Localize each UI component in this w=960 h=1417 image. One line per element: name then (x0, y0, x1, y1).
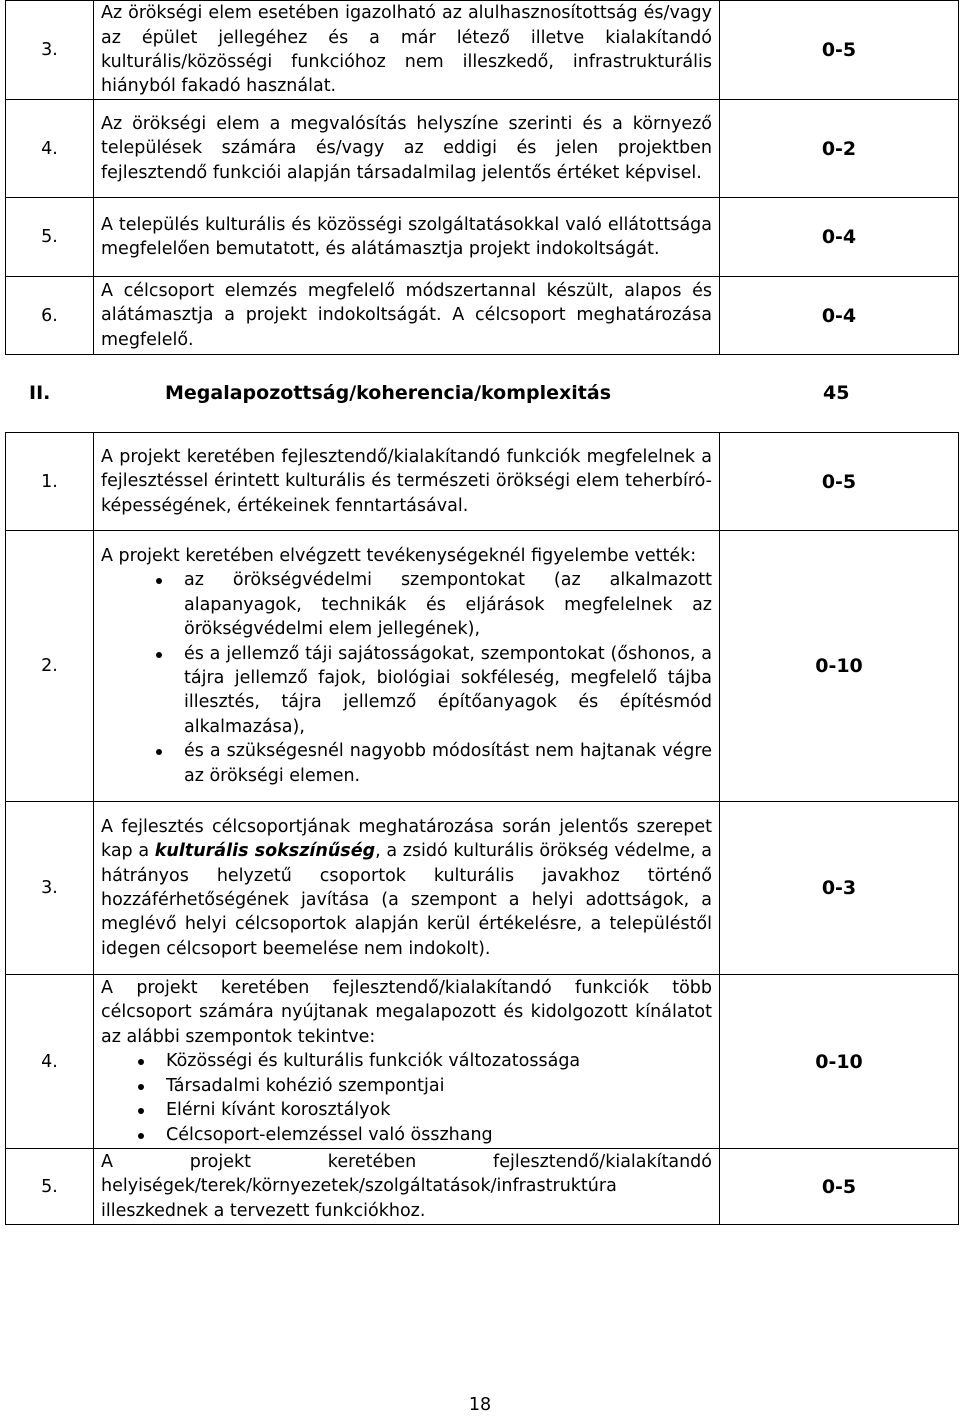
criterion-text: A célcsoport elemzés megfelelő módszertannal készült, alapos és alátámasztja a projekt indokoltságát. A célcsoport meghatározása megfelelő. (101, 280, 712, 350)
row-number: 2. (6, 531, 94, 802)
score-range: 0-10 (720, 975, 959, 1149)
criterion-intro: A projekt keretében elvégzett tevékenységeknél figyelembe vették: (101, 545, 697, 566)
list-item: Közösségi és kulturális funkciók változatossága (101, 1049, 712, 1073)
list-item: Társadalmi kohézió szempontjai (101, 1074, 712, 1098)
criterion-text: Az örökségi elem a megvalósítás helyszíne szerinti és a környező települések számára és/vagy az eddigi és jelen projektben fejlesztendő funkciói alapján társadalmilag jelentős értéket képvisel. (101, 113, 712, 183)
list-item: és a szükségesnél nagyobb módosítást nem hajtanak végre az örökségi elemen. (101, 739, 712, 788)
criterion-text: A település kulturális és közösségi szolgáltatásokkal való ellátottsága megfelelően bemutatott, és alátámasztja projekt indokoltságát. (101, 214, 712, 259)
row-number: 5. (6, 1149, 94, 1225)
criterion-intro: A projekt keretében fejlesztendő/kialakítandó funkciók több célcsoport számára nyújtanak megalapozott és kidolgozott kínálatot az alábbi szempontok tekintve: (101, 978, 712, 1047)
criteria-table-part1 (5, 0, 959, 355)
table-row (6, 1149, 959, 1225)
criterion-text: Az örökségi elem esetében igazolható az alulhasznosítottság és/vagy az épület jellegéhez és a már létező illetve kialakítandó kulturális/közösségi funkcióhoz nem illeszkedő, infrastrukturális hiányból fakadó használat. (101, 3, 712, 97)
page-number: 18 (468, 1395, 492, 1415)
row-number: 1. (6, 433, 94, 531)
emphasis-text: kulturális sokszínűség (154, 841, 376, 862)
section-points: 45 (823, 382, 850, 404)
table-row (6, 1, 959, 100)
table-row (6, 531, 959, 802)
list-item: és a jellemző táji sajátosságokat, szempontokat (őshonos, a tájra jellemző fajok, biológiai sokféleség, megfelelő tájba illesztés, tájra jellemző építőanyagok és építésmód alkalmazása), (101, 642, 712, 740)
criteria-table-part2 (5, 432, 959, 1225)
row-number: 4. (6, 100, 94, 198)
list-item: az örökségvédelmi szempontokat (az alkalmazott alapanyagok, technikák és eljárások megfelelnek az örökségvédelmi elem jellegének), (101, 568, 712, 641)
row-number: 6. (6, 277, 94, 355)
row-number: 5. (6, 198, 94, 277)
score-range: 0-4 (720, 277, 959, 355)
list-item: Célcsoport-elemzéssel való összhang (101, 1123, 712, 1147)
section-header (5, 378, 959, 412)
table-row (6, 802, 959, 975)
criterion-text: A fejlesztés célcsoportjának meghatározása során jelentős szerepet kap a kulturális sokszínűség, a zsidó kulturális örökség védelme, a hátrányos helyzetű csoportok kulturális javakhoz történő hozzáférhetőségének javítása (a szempont a helyi adottságok, a meglévő helyi célcsoportok alapján kerül értékelésre, a településtől idegen célcsoport beemelése nem indokolt). (101, 816, 712, 959)
bullet-list (101, 1049, 712, 1147)
bullet-list (101, 568, 712, 788)
score-range: 0-5 (720, 1, 959, 100)
score-range: 0-4 (720, 198, 959, 277)
criterion-text: A projekt keretében fejlesztendő/kialakítandó helyiségek/terek/környezetek/szolgáltatások/infrastruktúra illeszkednek a tervezett funkciókhoz. (101, 1151, 712, 1221)
score-range: 0-10 (720, 531, 959, 802)
row-number: 4. (6, 975, 94, 1149)
table-row (6, 975, 959, 1149)
score-range: 0-2 (720, 100, 959, 198)
row-number: 3. (6, 1, 94, 100)
row-number: 3. (6, 802, 94, 975)
section-title: Megalapozottság/koherencia/komplexitás (165, 382, 612, 404)
table-row (6, 100, 959, 198)
score-range: 0-5 (720, 433, 959, 531)
section-roman-numeral: II. (29, 382, 51, 404)
list-item: Elérni kívánt korosztályok (101, 1098, 712, 1122)
score-range: 0-5 (720, 1149, 959, 1225)
criterion-text: A projekt keretében fejlesztendő/kialakítandó funkciók megfelelnek a fejlesztéssel érintett kulturális és természeti örökségi elem teherbíró-képességének, értékeinek fenntartásával. (101, 446, 712, 516)
score-range: 0-3 (720, 802, 959, 975)
table-row (6, 198, 959, 277)
table-row (6, 433, 959, 531)
table-row (6, 277, 959, 355)
